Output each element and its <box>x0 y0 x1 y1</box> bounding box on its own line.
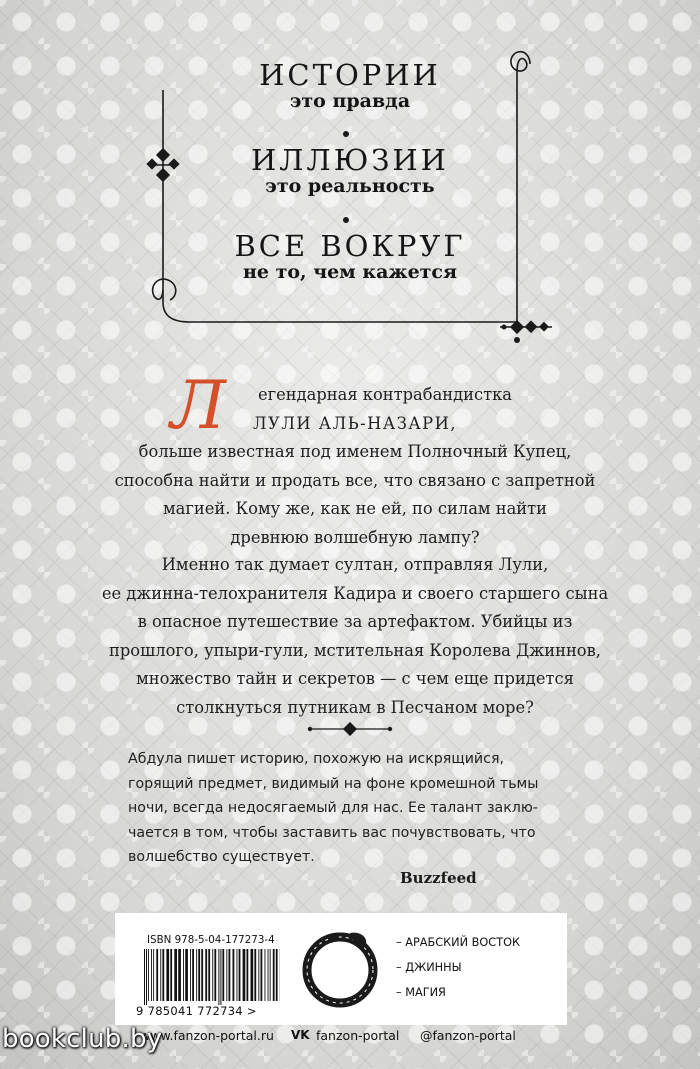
blurb-line: столкнуться путникам в Песчаном море? <box>176 697 534 717</box>
quote-line: чается в том, чтобы заставить вас почувствовать, что <box>128 824 536 841</box>
vk-icon: VK <box>291 1028 310 1042</box>
tagline-subheading: не то, чем кажется <box>242 261 458 283</box>
blurb-line: в опасное путешествие за артефактом. Убийцы из <box>137 612 573 631</box>
watermark: bookclub.by <box>2 1024 163 1054</box>
genre-item: – ДЖИННЫ <box>396 961 462 974</box>
review-quote <box>128 747 578 870</box>
website-link[interactable]: www.fanzon-portal.ru <box>140 1028 274 1043</box>
barcode-bar <box>251 949 254 1001</box>
barcode-bar <box>170 949 172 1001</box>
barcode-bar <box>258 949 259 1001</box>
quote-source: Buzzfeed <box>400 869 477 887</box>
barcode-bar <box>160 949 161 1001</box>
tagline-3 <box>200 229 500 283</box>
separator-dot <box>343 217 349 223</box>
tagline-2 <box>200 143 500 197</box>
barcode-bar <box>243 949 246 1001</box>
barcode-bar <box>166 949 169 1001</box>
barcode-bar <box>208 949 210 1001</box>
barcode-bar <box>144 949 145 1005</box>
barcode-bar <box>151 949 152 1001</box>
separator-dot <box>343 131 349 137</box>
blurb-line: ее джинна-телохранителя Кадира и своего старшего сына <box>101 583 609 603</box>
quote-line: ночи, всегда недосягаемый для нас. Ее талант заклю- <box>128 800 538 816</box>
barcode-bar <box>268 949 269 1001</box>
barcode-bar <box>212 949 213 1001</box>
barcode-bar <box>261 949 263 1001</box>
genre-list <box>396 930 520 1005</box>
quote-line: горящий предмет, видимый на фоне кромешной тьмы <box>128 775 539 792</box>
barcode-bar <box>198 949 200 1001</box>
telegram-link[interactable]: @fanzon-portal <box>420 1028 516 1043</box>
barcode-bar <box>148 949 149 1001</box>
blurb-line: больше известная под именем Полночный Купец, <box>138 442 572 461</box>
tagline-subheading: это реальность <box>265 175 435 197</box>
drop-cap-letter: Л <box>170 372 226 436</box>
barcode-bar <box>273 949 275 1001</box>
barcode-bar <box>201 949 203 1001</box>
ouroboros-logo <box>298 923 382 1013</box>
genre-item: – МАГИЯ <box>396 986 446 999</box>
barcode-bar <box>156 949 158 1001</box>
tagline-subheading: это правда <box>289 90 411 112</box>
barcode-bar <box>174 949 177 1001</box>
barcode-bar <box>162 949 164 1001</box>
barcode-bar <box>183 949 184 1001</box>
barcode <box>142 949 280 1007</box>
isbn-label: ISBN 978-5-04-177273-4 <box>147 934 275 946</box>
barcode-bar <box>226 949 227 1001</box>
barcode-bar <box>190 949 191 1001</box>
tagline-heading: ИСТОРИИ <box>259 58 441 92</box>
barcode-bar <box>192 949 194 1001</box>
barcode-bar <box>146 949 147 1005</box>
tagline-1 <box>200 58 500 112</box>
genre-item: – АРАБСКИЙ ВОСТОК <box>396 936 521 949</box>
barcode-bar <box>214 949 216 1001</box>
barcode-bar <box>185 949 188 1001</box>
barcode-bar <box>220 949 221 1005</box>
blurb-paragraph-1 <box>90 381 620 552</box>
tagline-heading: ИЛЛЮЗИИ <box>251 143 449 177</box>
vk-link[interactable]: fanzon-portal <box>316 1028 400 1043</box>
section-divider <box>300 722 400 736</box>
barcode-bar <box>239 949 241 1001</box>
blurb-line: способна найти и продать все, что связано с запретной <box>114 470 596 490</box>
barcode-bar <box>233 949 235 1001</box>
blurb-line-name: ЛУЛИ АЛЬ-НАЗАРИ, <box>252 413 458 433</box>
blurb-line: древнюю волшебную лампу? <box>230 527 480 547</box>
barcode-bar <box>265 949 266 1001</box>
isbn-digits: 9 785041 772734 > <box>136 1004 257 1018</box>
blurb-line: магией. Кому же, как не ей, по силам найти <box>162 499 548 518</box>
barcode-bar <box>276 949 278 1001</box>
quote-line: Абдула пишет историю, похожую на искрящийся, <box>128 751 504 767</box>
blurb-line: прошлого, упыри-гули, мстительная Королева Джиннов, <box>109 640 601 660</box>
barcode-bar <box>247 949 249 1001</box>
blurb-line: множество тайн и секретов — с чем еще придется <box>136 669 574 688</box>
blurb-line: егендарная контрабандистка <box>257 385 513 404</box>
barcode-bar <box>270 949 271 1001</box>
barcode-bar <box>254 949 256 1001</box>
blurb-paragraph-2 <box>90 551 620 722</box>
blurb-line: Именно так думает султан, отправляя Лули, <box>161 555 549 574</box>
barcode-bar <box>153 949 154 1001</box>
barcode-bar <box>222 949 224 1001</box>
barcode-bar <box>196 949 197 1001</box>
barcode-bar <box>178 949 181 1001</box>
tagline-heading: ВСЕ ВОКРУГ <box>234 229 466 263</box>
barcode-bar <box>205 949 207 1001</box>
barcode-bar <box>237 949 238 1001</box>
barcode-bar <box>218 949 219 1005</box>
barcode-bar <box>229 949 231 1001</box>
quote-line: волшебство существует. <box>128 849 315 865</box>
